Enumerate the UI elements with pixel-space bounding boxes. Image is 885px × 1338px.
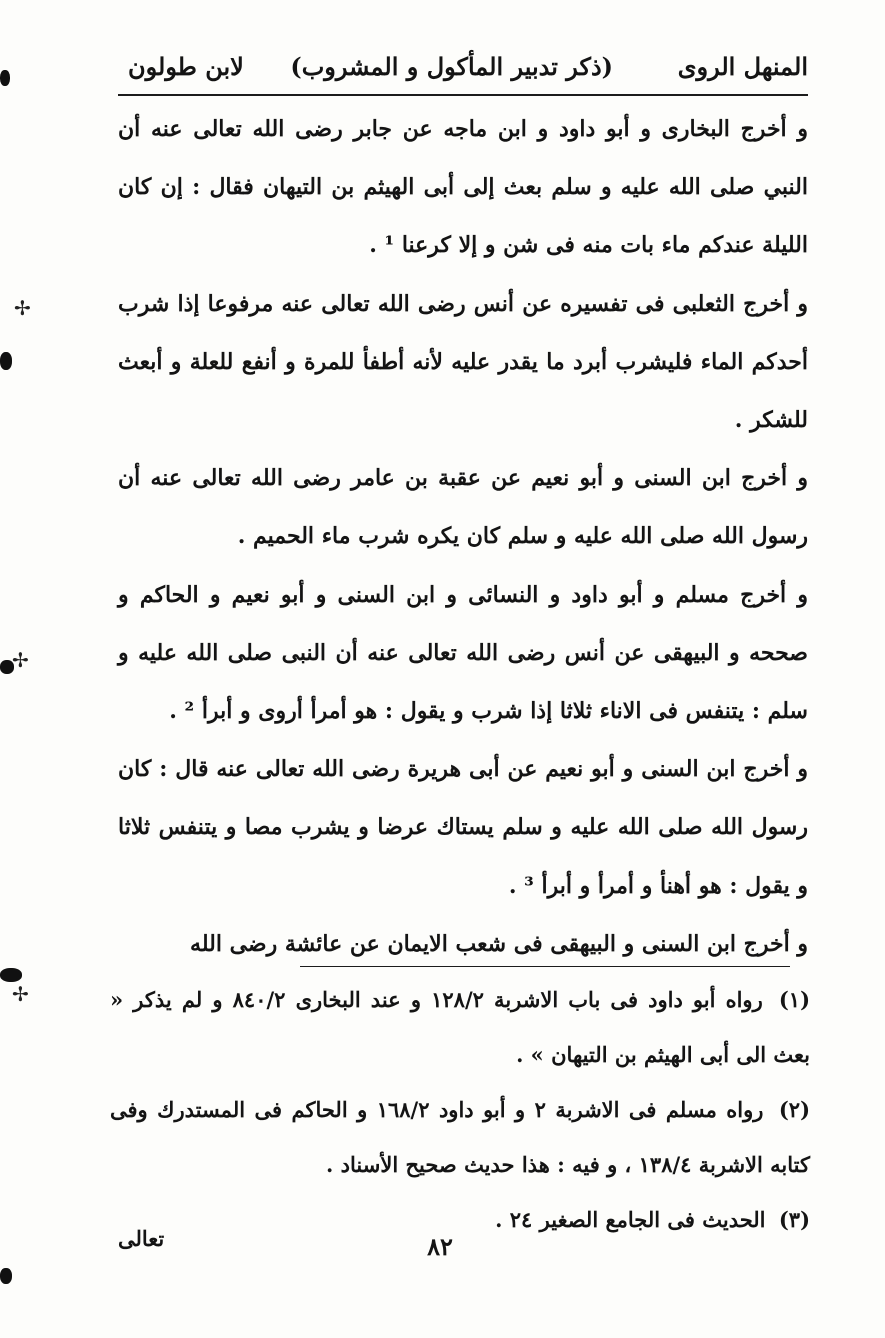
catchword: تعالى bbox=[118, 1226, 165, 1251]
footnote-rule bbox=[300, 966, 790, 967]
footnote-1 bbox=[110, 972, 810, 1082]
crosshair-mark: ✢ bbox=[14, 296, 31, 320]
paragraph-3: و أخرج ابن السنى و أبو نعيم عن عقبة بن عامر رضى الله تعالى عنه أن رسول الله صلى الله عليه و سلم كان يكره شرب ماء الحميم . bbox=[118, 465, 808, 550]
paragraph-4: و أخرج مسلم و أبو داود و النسائى و ابن السنى و أبو نعيم و الحاكم و صححه و البيهقى عن أنس رضى الله تعالى عنه أن النبى صلى الله عليه و سلم : يتنفس فى الاناء ثلاثا إذا شرب و يقول : هو أمرأ أروى و أبرأ ² . bbox=[118, 581, 808, 725]
footnote-2 bbox=[110, 1082, 810, 1192]
crosshair-mark: ✢ bbox=[12, 648, 29, 672]
footnote-text: الحديث فى الجامع الصغير ٢٤ . bbox=[495, 1207, 766, 1232]
footnote-number: (١) bbox=[778, 987, 811, 1012]
footnote-number: (٣) bbox=[778, 1207, 810, 1232]
header-rule bbox=[118, 94, 808, 96]
paragraph-2: و أخرج الثعلبى فى تفسيره عن أنس رضى الله تعالى عنه مرفوعا إذا شرب أحدكم الماء فليشرب أبرد ما يقدر عليه لأنه أطفأ للمرة و أنفع للعلة و أبعث للشكر . bbox=[118, 290, 808, 434]
paragraph-6: و أخرج ابن السنى و البيهقى فى شعب الايمان عن عائشة رضى الله bbox=[190, 930, 808, 957]
paragraph-1: و أخرج البخارى و أبو داود و ابن ماجه عن جابر رضى الله تعالى عنه أن النبي صلى الله عليه و سلم بعث إلى أبى الهيثم بن التيهان فقال : إن كان الليلة عندكم ماء بات منه فى شن و إلا كرعنا ¹ . bbox=[118, 116, 808, 259]
running-header bbox=[118, 46, 808, 90]
scan-mark bbox=[0, 352, 12, 370]
section-title: (ذكر تدبير المأكول و المشروب) bbox=[290, 52, 613, 81]
footnote-text: رواه أبو داود فى باب الاشربة ١٢٨/٢ و عند البخارى ٨٤٠/٢ و لم يذكر « بعث الى أبى الهيثم بن التيهان » . bbox=[110, 987, 810, 1067]
footnotes bbox=[110, 972, 810, 1247]
page-number: ٨٢ bbox=[427, 1232, 453, 1261]
scan-mark bbox=[0, 968, 22, 982]
author-name: لابن طولون bbox=[128, 52, 244, 81]
book-title: المنهل الروى bbox=[677, 52, 808, 81]
footnote-text: رواه مسلم فى الاشربة ٢ و أبو داود ١٦٨/٢ و الحاكم فى المستدرك وفى كتابه الاشربة ١٣٨/٤ ، و فيه : هذا حديث صحيح الأسناد . bbox=[110, 1097, 810, 1177]
footnote-number: (٢) bbox=[778, 1097, 811, 1122]
scan-mark bbox=[0, 1268, 12, 1284]
paragraph-5: و أخرج ابن السنى و أبو نعيم عن أبى هريرة رضى الله تعالى عنه قال : كان رسول الله صلى الله عليه و سلم يستاك عرضا و يشرب مصا و يتنفس ثلاثا و يقول : هو أهنأ و أمرأ و أبرأ ³ . bbox=[118, 756, 808, 899]
main-text bbox=[118, 100, 808, 973]
crosshair-mark: ✢ bbox=[12, 982, 29, 1006]
scan-mark bbox=[0, 70, 10, 86]
